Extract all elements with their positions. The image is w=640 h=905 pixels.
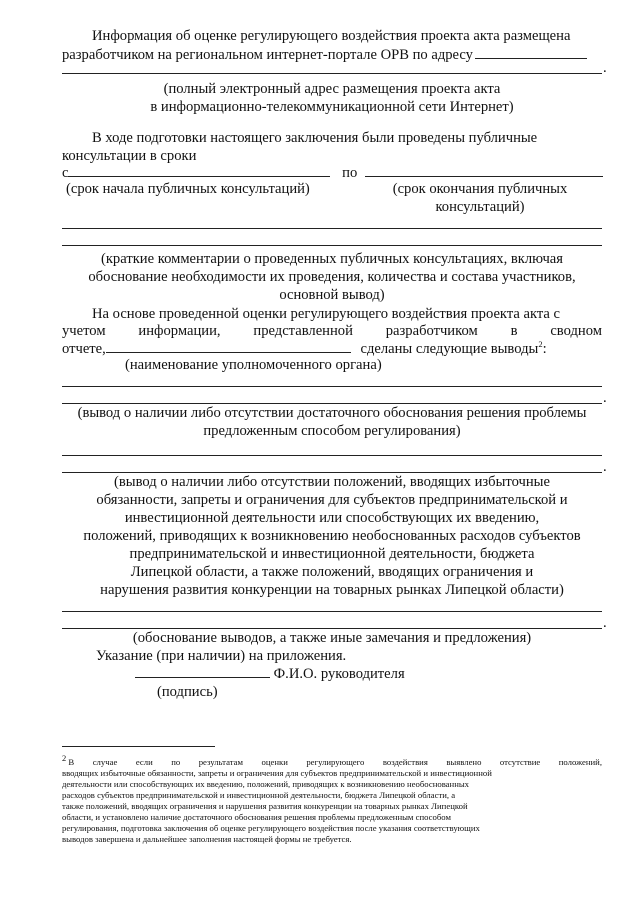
footnote-line4: расходов субъектов предпринимательской и инвестиционной деятельности, бюджета Липецкой области, а bbox=[62, 790, 456, 800]
footnote-line7: регулирования, подготовка заключения об оценке регулирующего воздействия после указания соответствующих bbox=[62, 823, 480, 833]
provisions-note-4: положений, приводящих к возникновению необоснованных расходов субъектов bbox=[83, 528, 581, 544]
consult-line2: консультации в сроки bbox=[62, 148, 197, 164]
period-mark: . bbox=[603, 390, 607, 406]
footnote-ref[interactable]: 2 bbox=[538, 339, 543, 350]
footnote-separator bbox=[62, 746, 215, 747]
address-note-1: (полный электронный адрес размещения проекта акта bbox=[163, 81, 501, 97]
justification-line-1[interactable] bbox=[62, 386, 602, 387]
footnote-line3: деятельности или способствующих их введению, положений, приводящих к возникновению необоснованных bbox=[62, 779, 470, 789]
start-date-note: (срок начала публичных консультаций) bbox=[66, 181, 310, 197]
signature-note: (подпись) bbox=[157, 684, 218, 700]
consult-comment-note-3: основной вывод) bbox=[279, 287, 385, 303]
justification-note-1: (вывод о наличии либо отсутствии достаточного обоснования решения проблемы bbox=[77, 405, 587, 421]
consult-comment-line-2[interactable] bbox=[62, 245, 602, 246]
end-date-note-1: (срок окончания публичных bbox=[392, 181, 568, 197]
organ-field[interactable] bbox=[106, 339, 351, 353]
footnote-line6: области, и установлено наличие достаточного обоснования решения проблемы предложенным способом bbox=[62, 812, 451, 822]
footnote-line2: вводящих избыточные обязанности, запреты и ограничения для субъектов предпринимательской и инвестиционной bbox=[62, 768, 492, 778]
provisions-note-2: обязанности, запреты и ограничения для субъектов предпринимательской и bbox=[96, 492, 568, 508]
footnote-line1: 2 В случае если по результатам оценки регулирующего воздействия выявлено отсутствие положений, bbox=[62, 753, 602, 767]
period-mark: . bbox=[603, 459, 607, 475]
footnote-line5: также положений, вводящих ограничения и нарушения развития конкуренции на товарных рынках Липецкой bbox=[62, 801, 468, 811]
address-note-2: в информационно-телекоммуникационной сети Интернет) bbox=[150, 99, 514, 115]
signature-field[interactable] bbox=[135, 664, 270, 678]
footnote-line8: выводов завершена и дальнейшее заполнения настоящей формы не требуется. bbox=[62, 834, 352, 844]
provisions-note-3: инвестиционной деятельности или способствующих их введению, bbox=[124, 510, 540, 526]
signature-line: Ф.И.О. руководителя bbox=[135, 664, 535, 683]
justification-note-2: предложенным способом регулирования) bbox=[203, 423, 461, 439]
consult-comment-note-2: обоснование необходимости их проведения, количества и состава участников, bbox=[88, 269, 576, 285]
end-date-note-2: консультаций) bbox=[435, 199, 525, 215]
provisions-note-1: (вывод о наличии либо отсутствии положений, вводящих избыточные bbox=[114, 474, 550, 490]
consult-dates-line: с по bbox=[62, 163, 602, 182]
end-date-field[interactable] bbox=[365, 163, 603, 177]
consult-line1: В ходе подготовки настоящего заключения были проведены публичные bbox=[92, 130, 538, 146]
provisions-note-7: нарушения развития конкуренции на товарных рынках Липецкой области) bbox=[100, 582, 564, 598]
period-mark: . bbox=[603, 615, 607, 631]
start-date-field[interactable] bbox=[68, 163, 330, 177]
provisions-note-5: предпринимательской и инвестиционной деятельности, бюджета bbox=[129, 546, 535, 562]
consult-comment-note-1: (краткие комментарии о проведенных публичных консультациях, включая bbox=[100, 251, 564, 267]
provisions-line-1[interactable] bbox=[62, 455, 602, 456]
conclusion-line1: На основе проведенной оценки регулирующего воздействия проекта акта с bbox=[92, 306, 561, 322]
orv-info-line1: Информация об оценке регулирующего воздействия проекта акта размещена bbox=[92, 28, 571, 44]
consult-comment-line-1[interactable] bbox=[62, 228, 602, 229]
orv-info-line2: разработчиком на региональном интернет-портале ОРВ по адресу bbox=[62, 45, 602, 64]
remarks-note: (обоснование выводов, а также иные замечания и предложения) bbox=[132, 630, 532, 646]
conclusion-line3: отчете, сделаны следующие выводы$^2$: bbox=[62, 339, 547, 357]
conclusion-line2: учетом информации, представленной разработчиком в сводном bbox=[62, 323, 602, 339]
address-fill-line[interactable] bbox=[475, 45, 587, 59]
remarks-line-1[interactable] bbox=[62, 611, 602, 612]
provisions-note-6: Липецкой области, а также положений, вводящих ограничения и bbox=[130, 564, 534, 580]
organ-note: (наименование уполномоченного органа) bbox=[125, 357, 382, 373]
annex-line: Указание (при наличии) на приложения. bbox=[96, 648, 347, 664]
address-fill-line-2[interactable] bbox=[62, 73, 602, 74]
period-mark: . bbox=[603, 60, 607, 76]
